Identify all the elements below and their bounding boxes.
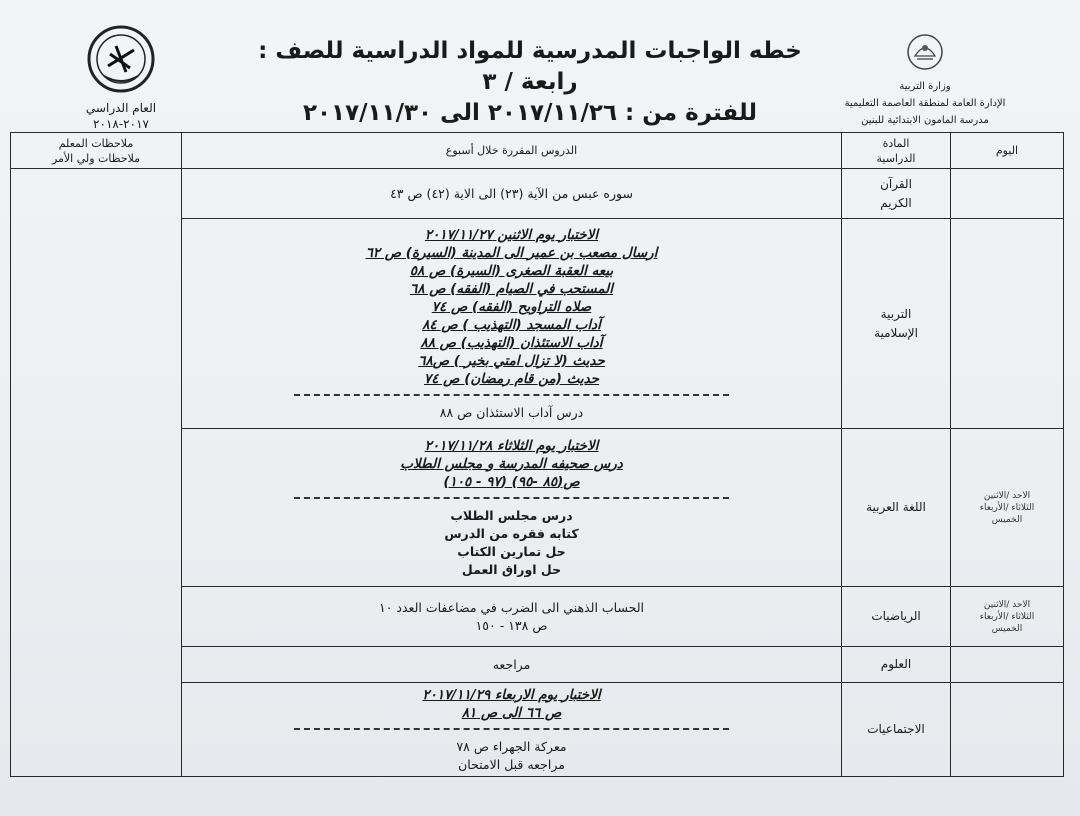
row-subject: الرياضيات — [842, 587, 951, 647]
title-line-1: خطه الواجبات المدرسية للمواد الدراسية للصف : — [258, 38, 802, 64]
title-line-3: للفترة من : ٢٠١٧/١١/٢٦ الى ٢٠١٧/١١/٣٠ — [302, 100, 758, 126]
day-line: الاحد /الاثنين — [983, 490, 1031, 501]
column-teacher-notes: ملاحظات المعلم — [58, 136, 134, 150]
directorate-name: الإدارة العامة لمنطقة العاصمة التعليمية — [844, 98, 1006, 109]
lesson-line: سوره عبس من الآية (٢٣) الى الاية (٤٢) ص ٤٣ — [390, 185, 633, 201]
row-day — [951, 219, 1064, 429]
lesson-line: معركة الجهراء ص ٧٨ — [456, 738, 567, 754]
table-header-row — [11, 133, 1064, 169]
ministry-name: وزارة التربية — [899, 81, 951, 92]
lesson-line: المستحب في الصيام (الفقه) ص ٦٨ — [409, 280, 613, 297]
subject-line: التربية — [880, 306, 912, 321]
lesson-line: بيعه العقبة الصغرى (السيرة) ص ٥٨ — [409, 262, 614, 279]
row-lessons — [182, 647, 842, 683]
table-row — [11, 169, 1064, 219]
homework-table — [10, 132, 1064, 777]
year-label: العام الدراسي — [85, 101, 157, 115]
page-title — [250, 36, 810, 129]
row-day — [951, 429, 1064, 587]
school-year-block — [66, 24, 176, 132]
row-subject — [842, 169, 951, 219]
row-lessons — [182, 169, 842, 219]
subject-line: الإسلامية — [874, 325, 918, 340]
lesson-line: حديث (لا تزال امتي بخير ) ص٦٨ — [418, 352, 605, 369]
row-subject: الاجتماعيات — [842, 683, 951, 777]
dashed-divider — [294, 497, 729, 499]
notes-cell — [11, 169, 182, 777]
lesson-line: الاختبار يوم الاثنين ٢٠١٧/١١/٢٧ — [424, 226, 599, 243]
lesson-line: حل تمارين الكتاب — [457, 543, 566, 559]
row-subject: العلوم — [842, 647, 951, 683]
ministry-header — [830, 32, 1020, 129]
year-value: ٢٠١٧-٢٠١٨ — [93, 117, 149, 131]
lesson-line: درس آداب الاستئذان ص ٨٨ — [439, 404, 584, 420]
row-subject: اللغة العربية — [842, 429, 951, 587]
school-seal-icon — [86, 24, 156, 94]
lesson-line: حل اوراق العمل — [461, 561, 562, 577]
lesson-line: كتابه فقره من الدرس — [444, 525, 579, 541]
lesson-line: ص ١٣٨ - ١٥٠ — [475, 617, 548, 633]
lesson-line: ص(٨٥ -٩٥) (٩٧ - ١٠٥) — [443, 473, 580, 490]
lesson-line: الاختبار يوم الثلاثاء ٢٠١٧/١١/٢٨ — [424, 437, 599, 454]
dashed-divider — [294, 728, 729, 730]
column-parent-notes: ملاحظات ولي الأمر — [51, 151, 141, 165]
lesson-line: مراجعه قبل الامتحان — [458, 756, 565, 772]
lesson-line: حديث (من قام رمضان) ص ٧٤ — [423, 370, 600, 387]
row-lessons — [182, 683, 842, 777]
lesson-line: الاختبار يوم الاربعاء ٢٠١٧/١١/٢٩ — [422, 686, 601, 703]
day-line: الخميس — [991, 623, 1023, 634]
column-subject-line: المادة — [882, 136, 910, 150]
title-line-2: رابعة / ٣ — [482, 69, 578, 95]
lesson-line: ارسال مصعب بن عمير الى المدينة (السيرة) ص ٦٢ — [365, 244, 658, 261]
lesson-line: ص ٦٦ الى ص ٨١ — [461, 704, 562, 721]
day-line: الثلاثاء /الأربعاء — [979, 611, 1035, 622]
column-lessons: الدروس المقررة خلال أسبوع — [182, 133, 842, 169]
lesson-line: صلاه التراويح (الفقه) ص ٧٤ — [431, 298, 592, 315]
school-name: مدرسة المامون الابتدائية للبنين — [861, 115, 989, 126]
lesson-line: درس مجلس الطلاب — [450, 507, 573, 523]
lesson-line: الحساب الذهني الى الضرب في مضاعفات العدد ١٠ — [379, 599, 644, 615]
row-subject — [842, 219, 951, 429]
day-line: الثلاثاء /الأربعاء — [979, 502, 1035, 513]
lesson-line: درس صحيفه المدرسة و مجلس الطلاب — [400, 455, 623, 472]
column-subject-line: الدراسية — [876, 151, 916, 165]
row-lessons — [182, 587, 842, 647]
column-notes — [11, 133, 182, 169]
day-line: الخميس — [991, 514, 1023, 525]
day-line: الاحد /الاثنين — [983, 599, 1031, 610]
lesson-line: مراجعه — [492, 656, 531, 672]
subject-line: القرآن — [880, 176, 912, 191]
row-day — [951, 169, 1064, 219]
dashed-divider — [294, 394, 729, 396]
row-lessons — [182, 219, 842, 429]
subject-line: الكريم — [880, 195, 912, 210]
lesson-line: آداب الاستئذان (التهذيب) ص ٨٨ — [420, 334, 603, 351]
row-lessons — [182, 429, 842, 587]
row-day — [951, 683, 1064, 777]
column-subject — [842, 133, 951, 169]
row-day — [951, 587, 1064, 647]
lesson-line: آداب المسجد (التهذيب ) ص ٨٤ — [422, 316, 601, 333]
column-day: اليوم — [951, 133, 1064, 169]
kuwait-emblem-icon — [905, 32, 945, 72]
row-day — [951, 647, 1064, 683]
